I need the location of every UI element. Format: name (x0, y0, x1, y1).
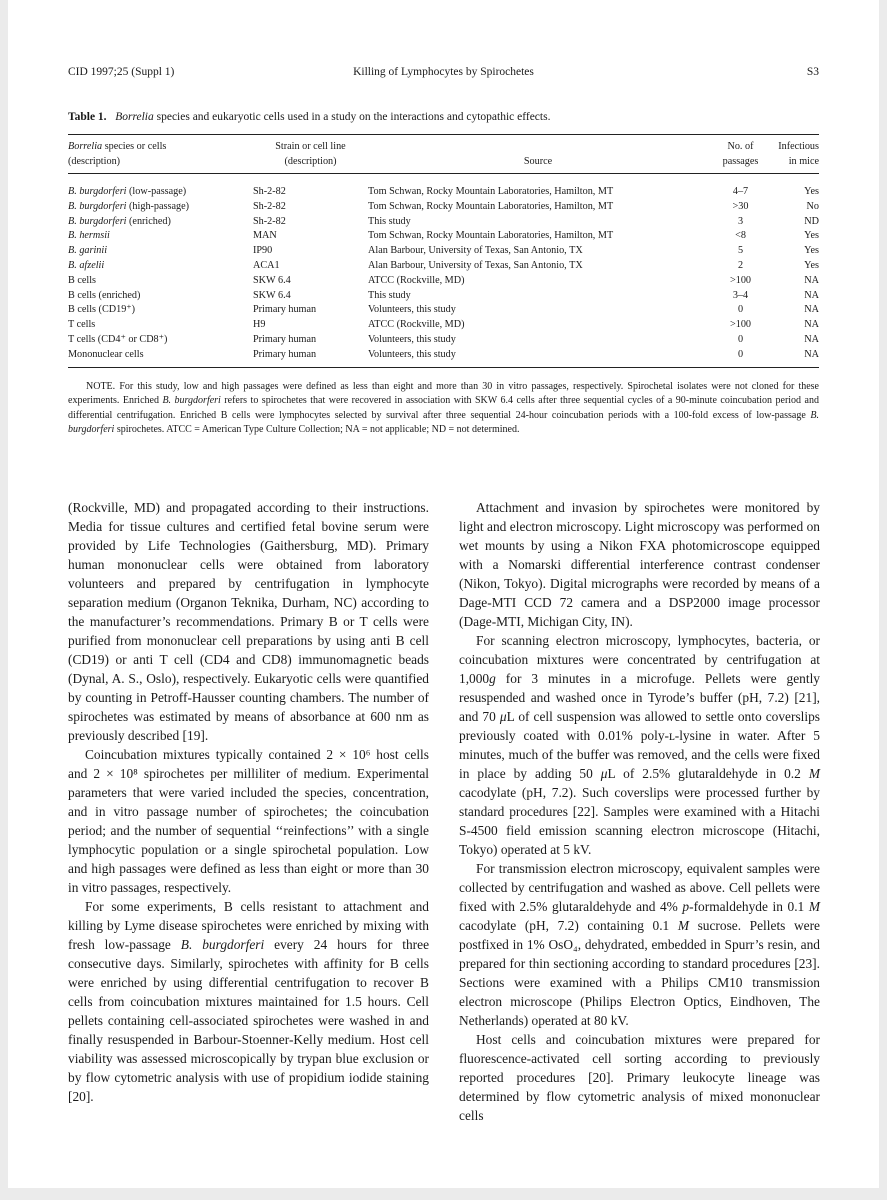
cell-source (368, 215, 708, 230)
right-p3-p: p (682, 899, 690, 914)
strain-text: Sh-2-82 (253, 215, 286, 227)
source-text: Volunteers, this study (368, 304, 456, 316)
species-text: B cells (68, 274, 97, 286)
right-p2-b: for 3 minutes in a microfuge. Pellets were gently resuspended and washed once in Tyrode’s buffer (pH, 7.2) [21], and 70 (459, 671, 820, 724)
infectious-text: NA (804, 333, 819, 345)
cell-infectious (773, 303, 819, 318)
infectious-text: Yes (804, 186, 819, 197)
right-p3-d: sucrose. Pellets were postfixed in 1% OsO₄, dehydrated, embedded in Spurr’s resin, and prepared for thin sectioning according to standard procedures [23]. Sections were examined with a Philips CM10 transmission electron microscope (Philips Electron Optics, Eindhoven, The Netherlands) operated at 80 kV. (459, 918, 820, 1028)
strain-text: SKW 6.4 (253, 289, 291, 301)
right-p3-c: cacodylate (pH, 7.2) containing 0.1 (459, 918, 678, 933)
right-p3-b: -formaldehyde in 0.1 (689, 899, 809, 914)
note-italic-1: B. burgdorferi (162, 395, 221, 407)
cell-strain (253, 200, 368, 215)
cell-infectious (773, 274, 819, 289)
body-column-right (459, 498, 820, 1125)
left-paragraph-3 (68, 897, 429, 1106)
infectious-text: NA (804, 289, 819, 301)
cell-source (368, 200, 708, 215)
table-row (68, 348, 819, 363)
table-label: Table 1. (68, 111, 107, 123)
cell-infectious (773, 318, 819, 333)
paper-page (8, 0, 879, 1188)
table-row (68, 333, 819, 348)
cell-passages (708, 318, 773, 333)
cell-passages (708, 200, 773, 215)
species-italic: B. hermsii (68, 230, 110, 242)
cell-infectious (773, 200, 819, 215)
table-row (68, 289, 819, 304)
cell-infectious (773, 215, 819, 230)
species-italic: B. burgdorferi (68, 200, 127, 212)
strain-text: Primary human (253, 304, 317, 316)
passages-text: 0 (737, 333, 744, 345)
species-italic: B. burgdorferi (68, 215, 127, 227)
passages-text: >30 (732, 200, 749, 212)
infectious-text: ND (804, 215, 819, 227)
passages-text: >100 (729, 274, 752, 286)
right-p2-e: cacodylate (pH, 7.2). Such coverslips were processed further by standard procedures [22]. Samples were examined with a Hitachi S-4500 field emission scanning electron microscope (Hitachi, Tokyo) operated at 5 kV. (459, 785, 820, 857)
right-p2-a: For scanning electron microscopy, lymphocytes, bacteria, or coincubation mixtures were concentrated by centrifugation at 1,000 (459, 633, 820, 686)
table-caption (68, 111, 819, 123)
cell-infectious (773, 229, 819, 244)
caption-text: species and eukaryotic cells used in a study on the interactions and cytopathic effects. (153, 111, 551, 123)
cell-source (368, 244, 708, 259)
left-p3-text-a: For some experiments, B cells resistant to attachment and killing by Lyme disease spirochetes were enriched by mixing with fresh low-passage (68, 899, 429, 952)
page-number: S3 (806, 66, 819, 78)
passages-text: 4–7 (732, 186, 749, 197)
species-text: T cells (CD4⁺ or CD8⁺) (68, 333, 168, 345)
cell-strain (253, 244, 368, 259)
species-italic: B. garinii (68, 245, 108, 257)
source-text: Volunteers, this study (368, 348, 456, 360)
cell-infectious (773, 259, 819, 274)
passages-text: 3 (737, 215, 744, 227)
note-text-3: spirochetes. ATCC = American Type Culture Collection; NA = not applicable; ND = not determined. (114, 423, 520, 435)
strain-text: MAN (253, 230, 277, 242)
cell-passages (708, 274, 773, 289)
species-text: (low-passage) (126, 186, 187, 197)
left-p3-italic: B. burgdorferi (180, 937, 265, 952)
cell-species (68, 229, 253, 244)
passages-text: 0 (737, 304, 744, 316)
species-text: B cells (CD19⁺) (68, 304, 136, 316)
passages-text: <8 (735, 230, 746, 242)
passages-text: >100 (729, 319, 752, 331)
source-text: Tom Schwan, Rocky Mountain Laboratories, Hamilton, MT (368, 200, 614, 212)
right-paragraph-4: Host cells and coincubation mixtures were prepared for fluorescence-activated cell sorting according to previously reported procedures [20]. Primary leukocyte lineage was determined by flow cytometric analysis of mixed mononuclear cells (459, 1032, 820, 1123)
strain-text: H9 (253, 319, 266, 331)
cell-source (368, 274, 708, 289)
cell-species (68, 318, 253, 333)
header-passages (708, 140, 773, 173)
cell-passages (708, 259, 773, 274)
body-column-left (68, 498, 429, 1106)
infectious-text: Yes (804, 259, 819, 271)
right-paragraph-2 (459, 631, 820, 859)
cell-strain (253, 229, 368, 244)
strain-text: IP90 (253, 245, 273, 257)
header-species-rest: species or cells (102, 141, 167, 152)
table-row (68, 259, 819, 274)
right-p3-molar-1: M (808, 899, 820, 914)
table-row (68, 244, 819, 259)
cell-strain (253, 348, 368, 363)
infectious-text: Yes (804, 245, 819, 257)
infectious-text: NA (804, 304, 819, 316)
table-top-rule (68, 134, 819, 135)
cell-passages (708, 333, 773, 348)
table-row (68, 318, 819, 333)
header-species-desc: (description) (68, 155, 121, 167)
source-text: Alan Barbour, University of Texas, San Antonio, TX (368, 245, 583, 257)
right-p2-d: L of 2.5% glutaraldehyde in 0.2 (607, 766, 809, 781)
cell-strain (253, 215, 368, 230)
cell-passages (708, 348, 773, 363)
right-p2-molar: M (808, 766, 820, 781)
strain-text: Sh-2-82 (253, 186, 286, 197)
cell-species (68, 289, 253, 304)
header-passages-l2: passages (722, 155, 759, 167)
cell-strain (253, 318, 368, 333)
note-text-2: refers to spirochetes that were recovered in association with SKW 6.4 cells after three sequential cycles of a 90-minute coincubation period and differential centrifugation. Enriched B cells were lymphocytes selected by survival after three sequential 24-hour coincubation periods with a 100-fold excess of low-passage (68, 395, 819, 421)
right-p2-g: g (489, 671, 496, 686)
cell-passages (708, 303, 773, 318)
cell-strain (253, 303, 368, 318)
cell-species (68, 185, 253, 200)
source-text: ATCC (Rockville, MD) (368, 319, 465, 331)
right-p3-a: For transmission electron microscopy, equivalent samples were collected by centrifugation and washed as above. Cell pellets were fixed with 2.5% glutaraldehyde and 4% (459, 861, 820, 914)
cell-passages (708, 215, 773, 230)
header-source (368, 140, 708, 173)
strain-text: Sh-2-82 (253, 200, 286, 212)
source-text: Volunteers, this study (368, 333, 456, 345)
cell-species (68, 303, 253, 318)
header-species-genus: Borrelia (68, 141, 103, 152)
note-label: NOTE. (86, 381, 116, 392)
source-text: This study (368, 215, 411, 227)
note-text-1: For this study, low and high passages were defined as less than eight and more than 30 in vitro passages, respectively. Spirochetal isolates were not cloned for these experiments. Enriched (68, 381, 819, 407)
right-paragraph-3 (459, 859, 820, 1030)
note-italic-2: B. burgdorferi (68, 409, 819, 435)
caption-genus: Borrelia (115, 111, 154, 123)
header-strain (253, 140, 368, 173)
infectious-text: No (806, 200, 819, 212)
header-strain-title: Strain or cell line (275, 141, 346, 152)
table-row (68, 185, 819, 200)
header-infectious (773, 140, 819, 173)
strain-text: Primary human (253, 333, 317, 345)
species-text: Mononuclear cells (68, 348, 144, 360)
source-text: Tom Schwan, Rocky Mountain Laboratories, Hamilton, MT (368, 230, 614, 242)
cell-infectious (773, 244, 819, 259)
cell-source (368, 303, 708, 318)
table-row (68, 215, 819, 230)
cell-infectious (773, 348, 819, 363)
cell-source (368, 259, 708, 274)
species-text: (enriched) (126, 215, 171, 227)
table-row (68, 229, 819, 244)
cell-source (368, 289, 708, 304)
cell-species (68, 333, 253, 348)
cell-passages (708, 289, 773, 304)
cell-source (368, 348, 708, 363)
cell-infectious (773, 333, 819, 348)
species-text: B cells (enriched) (68, 289, 141, 301)
header-infectious-l1: Infectious (778, 141, 819, 152)
source-text: Tom Schwan, Rocky Mountain Laboratories, Hamilton, MT (368, 186, 614, 197)
table-bottom-rule (68, 367, 819, 368)
cell-strain (253, 185, 368, 200)
species-italic: B. burgdorferi (68, 186, 127, 197)
right-paragraph-1: Attachment and invasion by spirochetes were monitored by light and electron microscopy. Light microscopy was performed on wet mounts by using a Nikon FXA photomicroscope equipped with a Nomarski differential interference contrast condenser (Nikon, Tokyo). Digital micrographs were recorded by means of a Dage-MTI CCD 72 camera and a DSP2000 image processor (Dage-MTI, Michigan City, IN). (459, 500, 820, 629)
header-strain-desc: (description) (284, 155, 337, 167)
infectious-text: NA (804, 274, 819, 286)
strain-text: Primary human (253, 348, 317, 360)
cell-strain (253, 289, 368, 304)
table-row (68, 200, 819, 215)
infectious-text: Yes (804, 230, 819, 242)
cell-strain (253, 259, 368, 274)
cell-species (68, 259, 253, 274)
source-text: This study (368, 289, 411, 301)
cell-infectious (773, 185, 819, 200)
cell-species (68, 274, 253, 289)
cell-infectious (773, 289, 819, 304)
header-source-title: Source (523, 155, 553, 167)
strain-text: ACA1 (253, 259, 280, 271)
left-p3-text-b: every 24 hours for three consecutive days. Similarly, spirochetes with affinity for B cells were enriched by using differential centrifugation to recover B cells from coincubation mixtures maintained for 1.5 hours. Cell pellets containing cell-associated spirochetes were washed in and finally resuspended in Barbour-Stoenner-Kelly medium. Host cell viability was assessed microscopically by trypan blue exclusion or by flow cytometric analysis with use of propidium iodide staining [20]. (68, 937, 430, 1104)
right-p3-molar-2: M (677, 918, 689, 933)
cell-passages (708, 229, 773, 244)
table-body (68, 173, 819, 363)
source-text: ATCC (Rockville, MD) (368, 274, 465, 286)
header-passages-l1: No. of (727, 141, 754, 152)
cell-source (368, 229, 708, 244)
journal-citation: CID 1997;25 (Suppl 1) (68, 66, 175, 78)
running-title: Killing of Lymphocytes by Spirochetes (353, 66, 534, 78)
table-note (68, 380, 819, 437)
source-text: Alan Barbour, University of Texas, San Antonio, TX (368, 259, 583, 271)
cell-source (368, 333, 708, 348)
table-row (68, 274, 819, 289)
infectious-text: NA (804, 348, 819, 360)
passages-text: 3–4 (732, 289, 749, 301)
cell-species (68, 200, 253, 215)
cell-species (68, 244, 253, 259)
species-italic: B. afzelii (68, 259, 105, 271)
cell-strain (253, 333, 368, 348)
species-text: (high-passage) (126, 200, 190, 212)
cell-species (68, 215, 253, 230)
strain-text: SKW 6.4 (253, 274, 291, 286)
cell-passages (708, 185, 773, 200)
species-text: T cells (68, 319, 96, 331)
header-rule (68, 173, 819, 174)
cell-source (368, 318, 708, 333)
header-species (68, 140, 253, 173)
header-infectious-l2: in mice (788, 155, 819, 167)
right-p2-mu: μ (499, 709, 507, 724)
passages-text: 5 (737, 245, 744, 257)
left-paragraph-1: (Rockville, MD) and propagated according to their instructions. Media for tissue cultures and certified fetal bovine serum were provided by Life Technologies (Gaithersburg, MD). Primary human mononuclear cells were obtained from laboratory volunteers and prepared by centrifugation in lymphocyte separation medium (Organon Teknika, Durham, NC) according to the manufacturer’s recommendations. Primary B or T cells were purified from mononuclear cell preparations by using anti B cell (CD19) or anti T cell (CD4 and CD8) immunomagnetic beads (Dynal, A. S., Oslo), respectively. Eukaryotic cells were quantified by counting in Petroff-Hausser counting chambers. The number of spirochetes was estimated by means of absorbance at 600 nm as previously described [19]. (68, 500, 429, 743)
passages-text: 2 (737, 259, 744, 271)
left-paragraph-2: Coincubation mixtures typically contained 2 × 10⁶ host cells and 2 × 10⁸ spirochetes per milliliter of medium. Experimental parameters that were varied included the species, concentration, and in vitro passage number of spirochetes; the coincubation period; and the number of sequential ‘‘reinfections’’ with a single lymphocytic population or a single spirochetal population. Low and high passages were defined as less than eight or more than 30 in vitro passages, respectively. (68, 747, 429, 895)
cell-strain (253, 274, 368, 289)
running-head (68, 66, 819, 82)
infectious-text: NA (804, 319, 819, 331)
right-p2-mu2: μ (600, 766, 608, 781)
table-row (68, 303, 819, 318)
cell-passages (708, 244, 773, 259)
right-p2-c: L of cell suspension was allowed to settle onto coverslips previously coated with 0.01% poly-ʟ-lysine in water. After 5 minutes, much of the buffer was removed, and the cells were fixed in place by adding 50 (459, 709, 821, 781)
cell-source (368, 185, 708, 200)
cell-species (68, 348, 253, 363)
passages-text: 0 (737, 348, 744, 360)
